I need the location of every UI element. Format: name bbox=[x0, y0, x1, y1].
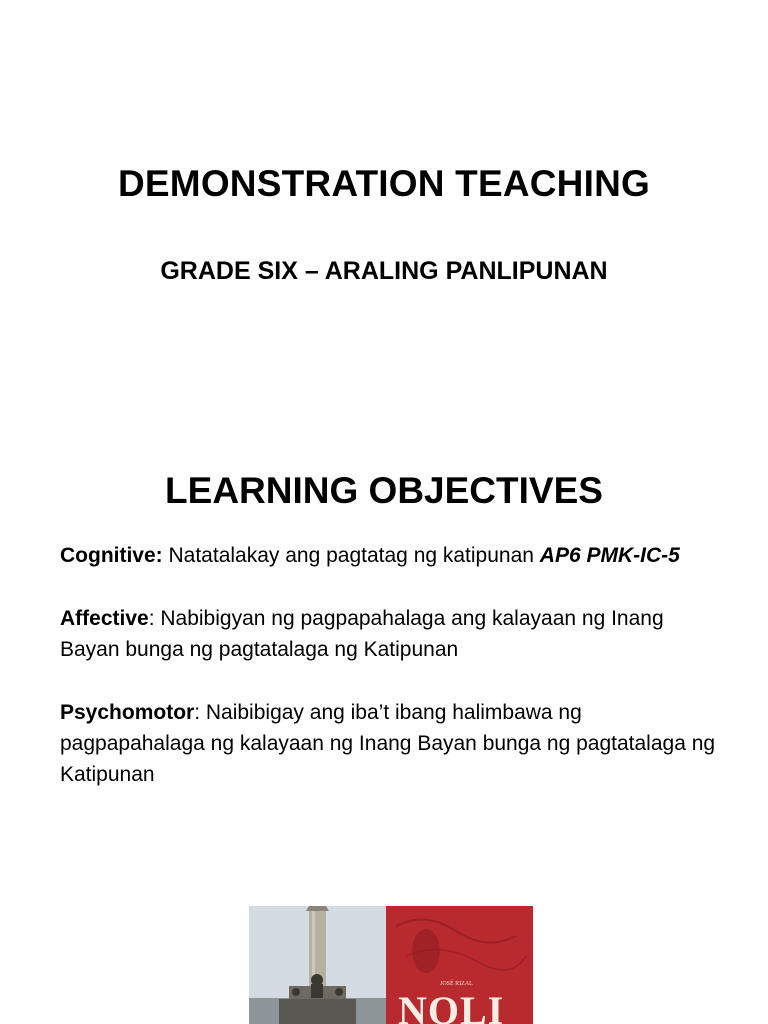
objective-label: Psychomotor bbox=[60, 701, 195, 724]
competency-code: AP6 PMK-IC-5 bbox=[539, 544, 680, 567]
objectives-heading: LEARNING OBJECTIVES bbox=[165, 470, 603, 511]
book-title: NOLI bbox=[398, 988, 505, 1024]
objective-text: : Nabibigyan ng pagpapahalaga ang kalayaan ng Inang Bayan bunga ng pagtatalaga ng Katipunan bbox=[60, 607, 664, 661]
objective-label: Cognitive: bbox=[60, 544, 163, 567]
objective-cognitive bbox=[60, 540, 720, 571]
objectives-list bbox=[60, 540, 720, 822]
objective-text: Natatalakay ang pagtatag ng katipunan bbox=[162, 544, 540, 567]
objective-text: : Naibibigay ang iba’t ibang halimbawa ng pagpapahalaga ng kalayaan ng Inang Bayan bunga ng pagtatalaga ng Katipunan bbox=[60, 701, 716, 786]
rizal-monument-image bbox=[249, 906, 386, 1024]
page-subtitle: GRADE SIX – ARALING PANLIPUNAN bbox=[160, 257, 608, 285]
objective-affective bbox=[60, 603, 720, 665]
page-title: DEMONSTRATION TEACHING bbox=[118, 163, 650, 204]
objective-psychomotor bbox=[60, 697, 720, 790]
book-author: JOSÉ RIZAL bbox=[440, 981, 473, 987]
book-cover-icon bbox=[386, 906, 533, 1024]
noli-book-cover-image bbox=[386, 906, 533, 1024]
monument-icon bbox=[249, 906, 386, 1024]
objective-label: Affective bbox=[60, 607, 149, 630]
image-strip bbox=[249, 906, 533, 1024]
